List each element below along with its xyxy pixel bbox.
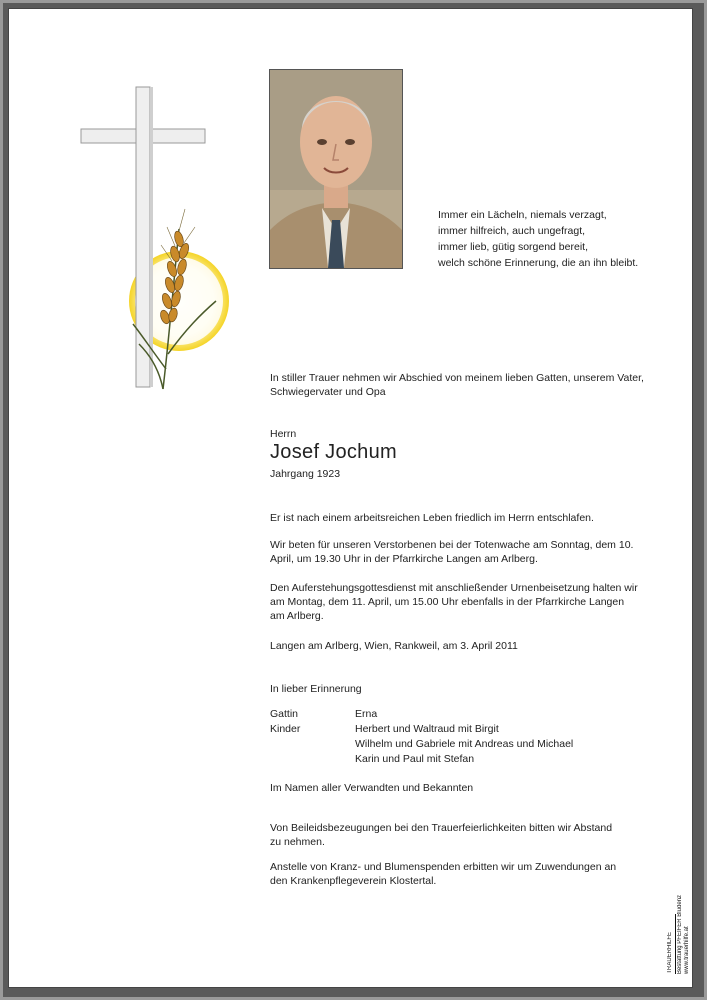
deceased-name: Josef Jochum bbox=[270, 441, 397, 463]
family-row bbox=[270, 707, 573, 722]
family-role bbox=[270, 737, 355, 752]
poem-line: Immer ein Lächeln, niemals verzagt, bbox=[438, 209, 607, 221]
poem bbox=[438, 207, 638, 271]
family-names: Erna bbox=[355, 708, 378, 720]
logo-text: TRAUERHILFE bbox=[667, 932, 673, 974]
all-relatives-line: Im Namen aller Verwandten und Bekannten bbox=[270, 782, 474, 794]
paragraph-wake: Wir beten für unseren Verstorbenen bei der Totenwache am Sonntag, dem 10. April, um 19.30 Uhr in der Pfarrkirche Langen am Arlberg. bbox=[270, 539, 634, 565]
paragraph-service: Den Auferstehungsgottesdienst mit anschließender Urnenbeisetzung halten wir am Montag, dem 11. April, um 15.00 Uhr ebenfalls in der Pfarrkirche Langen am Arlberg. bbox=[270, 582, 638, 622]
logo-divider bbox=[675, 914, 676, 974]
family-row bbox=[270, 752, 573, 767]
cross-wheat-sun-illustration bbox=[51, 69, 281, 409]
remembrance-heading: In lieber Erinnerung bbox=[270, 683, 362, 695]
family-names: Wilhelm und Gabriele mit Andreas und Michael bbox=[355, 738, 574, 750]
family-row bbox=[270, 722, 573, 737]
family-names: Herbert und Waltraud mit Birgit bbox=[355, 723, 499, 735]
family-names: Karin und Paul mit Stefan bbox=[355, 753, 475, 765]
paragraph-passed: Er ist nach einem arbeitsreichen Leben friedlich im Herrn entschlafen. bbox=[270, 512, 594, 524]
portrait-photo bbox=[269, 69, 403, 269]
obituary-page bbox=[8, 8, 693, 988]
family-role: Kinder bbox=[270, 723, 301, 735]
funeral-home-logo bbox=[665, 859, 695, 974]
intro-text: In stiller Trauer nehmen wir Abschied von meinem lieben Gatten, unserem Vater, Schwiegervater und Opa bbox=[270, 372, 644, 398]
family-role: Gattin bbox=[270, 708, 299, 720]
place-date: Langen am Arlberg, Wien, Rankweil, am 3. April 2011 bbox=[270, 640, 518, 652]
condolence-note: Von Beileidsbezeugungen bei den Trauerfeierlichkeiten bitten wir Abstand zu nehmen. bbox=[270, 822, 613, 848]
poem-line: immer lieb, gütig sorgend bereit, bbox=[438, 241, 588, 253]
logo-line: Bestattung PFEIFER Bludenz bbox=[677, 894, 683, 974]
salutation: Herrn bbox=[270, 428, 297, 440]
logo-line: www.trauerhilfe.at bbox=[684, 926, 690, 974]
birth-year: Jahrgang 1923 bbox=[270, 468, 341, 480]
family-row bbox=[270, 737, 573, 752]
donation-note: Anstelle von Kranz- und Blumenspenden erbitten wir um Zuwendungen an den Krankenpflegeverein Klostertal. bbox=[270, 861, 617, 887]
family-role bbox=[270, 752, 355, 767]
poem-line: immer hilfreich, auch ungefragt, bbox=[438, 225, 586, 237]
family-list bbox=[270, 707, 573, 767]
logo-text bbox=[677, 895, 691, 974]
poem-line: welch schöne Erinnerung, die an ihn bleibt. bbox=[438, 257, 639, 269]
